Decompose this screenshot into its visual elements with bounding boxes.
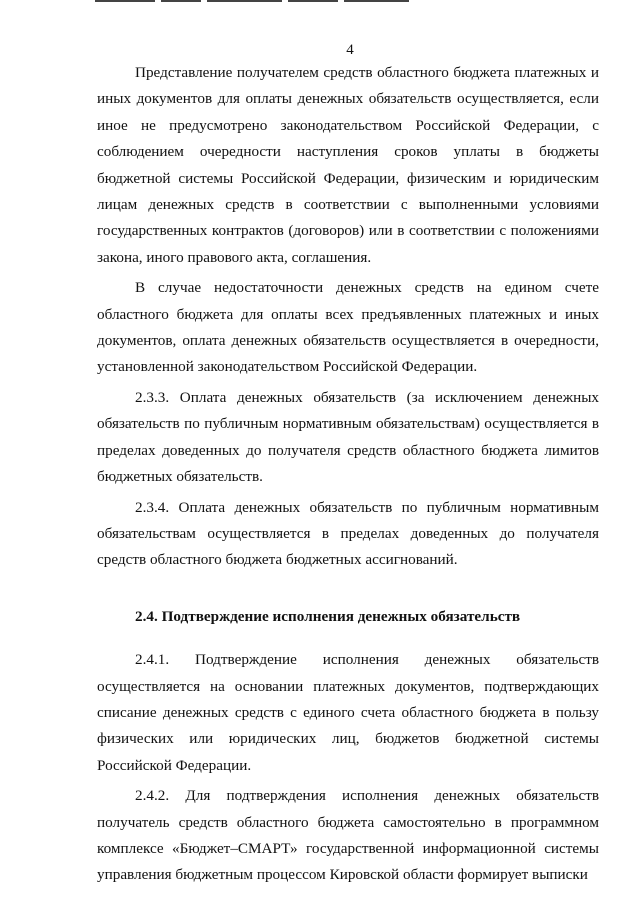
- paragraph: В случае недостаточности денежных средств на едином счете областного бюджета для оплаты всех предъявленных платежных и иных документов, оплата денежных обязательств осуществляется в очередности, установленной законодательством Российской Федерации.: [97, 279, 599, 376]
- paragraph: 2.4.2. Для подтверждения исполнения денежных обязательств получатель средств областного бюджета самостоятельно в программном комплексе «Бюджет–СМАРТ» государственной информационной системы управления бюджетным процессом Кировской области формирует выписки: [97, 787, 599, 884]
- document-body: [97, 60, 599, 889]
- paragraph: 2.4.1. Подтверждение исполнения денежных обязательств осуществляется на основании платежных документов, подтверждающих списание денежных средств с единого счета областного бюджета в пользу физических или юридических лиц, бюджетов бюджетной системы Российской Федерации.: [97, 651, 599, 774]
- section-heading: 2.4. Подтверждение исполнения денежных обязательств: [135, 607, 521, 625]
- page-number: 4: [346, 42, 354, 58]
- paragraph: 2.3.4. Оплата денежных обязательств по публичным нормативным обязательствам осуществляется в пределах доведенных до получателя средств областного бюджета бюджетных ассигнований.: [97, 498, 599, 569]
- paragraph: Представление получателем средств областного бюджета платежных и иных документов для оплаты денежных обязательств осуществляется, если иное не предусмотрено законодательством Российской Федерации, с соблюдением очередности наступления сроков уплаты в бюджеты бюджетной системы Российской Федерации, физическим и юридическим лицам денежных средств в соответствии с выполненными условиями государственных контрактов (договоров) или в соответствии с положениями закона, иного правового акта, соглашения.: [97, 64, 599, 266]
- paragraph: 2.3.3. Оплата денежных обязательств (за исключением денежных обязательств по публичным нормативным обязательствам) осуществляется в пределах доведенных до получателя средств областного бюджета лимитов бюджетных обязательств.: [97, 388, 599, 486]
- cropped-previous-line: [95, 0, 415, 4]
